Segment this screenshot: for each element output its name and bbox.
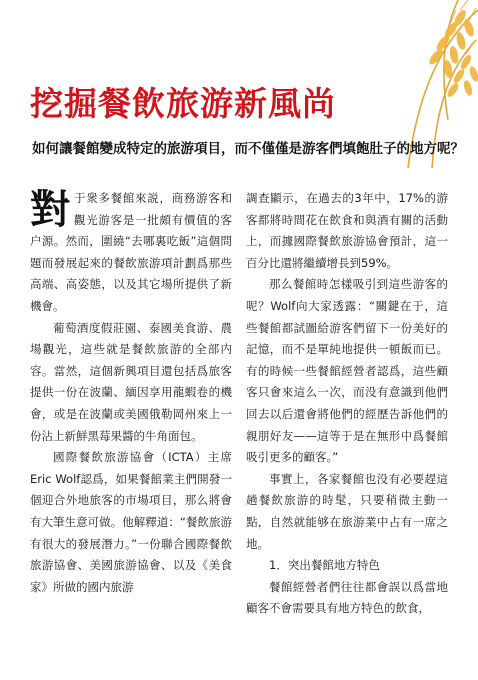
paragraph: 餐館經營者們往往都會誤以爲當地顧客不會需要具有地方特色的飲食，: [246, 579, 448, 616]
intro-text: 于衆多餐館來説，商務游客和觀光游客是一批頗有價值的客户源。然而，圍繞“去哪裏吃飯”這個問題而發展起來的餐飲旅游項計劃爲那些高端、高姿態，以及其它場所提供了新機會。: [30, 191, 232, 313]
drop-cap: 對: [30, 187, 70, 233]
paragraph: 調查顯示，在過去的3年中，17%的游客都將時間花在飲食和與酒有關的活動上，而據國際餐飲旅游協會預計，這一百分比還將繼續增長到59%。: [246, 191, 448, 270]
right-column: [246, 188, 448, 620]
intro-paragraph: [30, 188, 232, 318]
paragraph: 事實上，各家餐館也没有必要趕這趟餐飲旅游的時髦，只要稍微主動一點，自然就能够在旅游業中占有一席之地。: [246, 471, 448, 551]
left-column: [30, 188, 232, 598]
article-subtitle: 如何讓餐館變成特定的旅游項目，而不僅僅是游客們填飽肚子的地方呢？: [32, 141, 464, 157]
section-heading: 1．突出餐館地方特色: [269, 558, 380, 573]
article-title: 挖掘餐飲旅游新風尚: [30, 84, 336, 123]
paragraph: 那么餐館時怎樣吸引到這些游客的呢？Wolf向大家透露：“關鍵在于，這些餐館都試圖給游客們留下一份美好的記憶，而不是單純地提供一頓飯而已。有的時候一些餐館經營者認爲，這些顧客只會來這么一次，而没有意識到他們回去以后還會將他們的經歷告訴他們的親朋好友——這等于是在無形中爲餐館吸引更多的顧客。”: [246, 277, 448, 465]
paragraph: 國際餐飲旅游協會（ICTA）主席Eric Wolf認爲，如果餐館業主們開發一個迎合外地旅客的市場項目，那么將會有大筆生意可做。他解釋道：“餐飲旅游有很大的發展潛力。”一份聯合國際餐飲旅游協會、美國旅游協會、以及《美食家》所做的國内旅游: [30, 450, 232, 594]
paragraph: 葡萄酒度假莊園、泰國美食游、農場觀光，這些就是餐飲旅游的全部内容。當然，這個新興項目還包括爲旅客提供一份在波蘭、緬因享用龍蝦卷的機會，或是在波蘭或美國俄勒岡州來上一份沾上新鮮黑莓果醬的牛角面包。: [30, 320, 232, 443]
